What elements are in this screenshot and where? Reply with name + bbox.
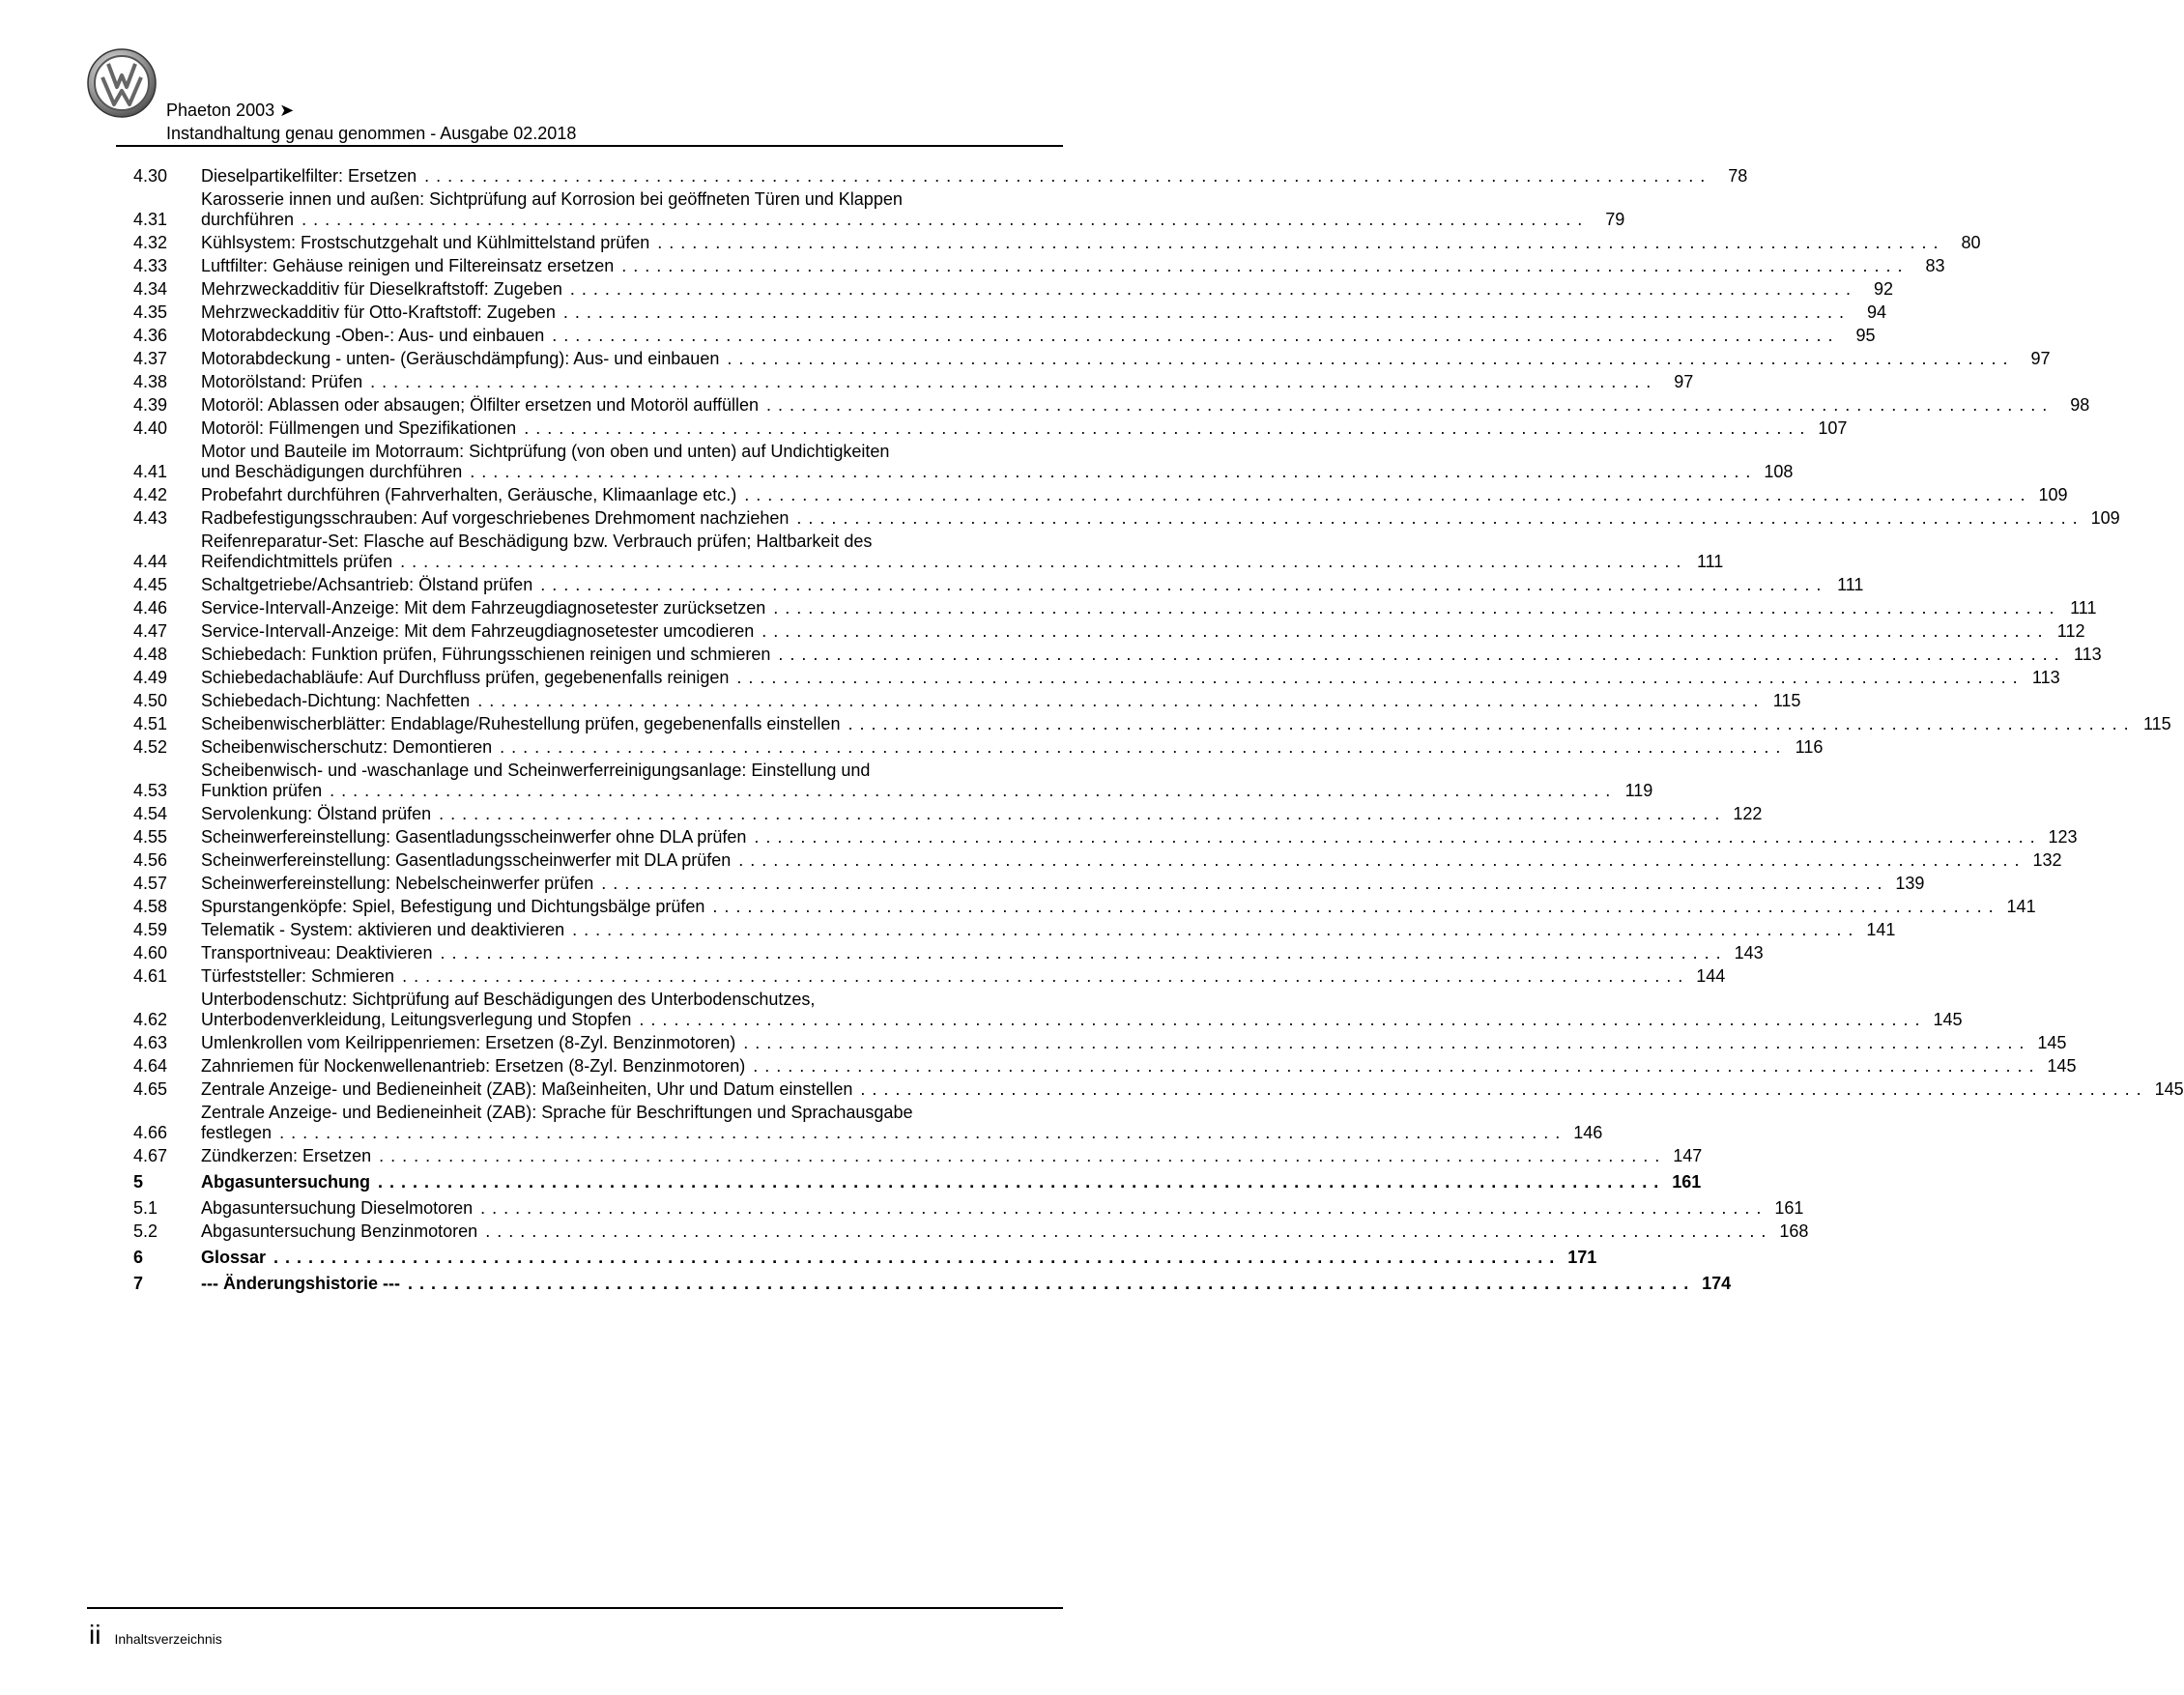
model-title: Phaeton 2003 ➤ — [166, 101, 295, 120]
toc-entry-title: Zahnriemen für Nockenwellenantrieb: Ersetzen (8-Zyl. Benzinmotoren) — [201, 1056, 746, 1076]
toc-entry[interactable] — [133, 166, 1748, 187]
dot-leader — [440, 943, 1720, 963]
toc-entry-number: 5 — [133, 1172, 144, 1192]
toc-entry-page: 161 — [1672, 1172, 1702, 1192]
toc-entry-number: 5.2 — [133, 1221, 158, 1241]
toc-entry-title: festlegen — [201, 1123, 273, 1142]
toc-entry-page: 145 — [2037, 1033, 2067, 1052]
toc-entry-title: Karosserie innen und außen: Sichtprüfung auf Korrosion bei geöffneten Türen und Klappen — [201, 189, 903, 209]
toc-entry[interactable] — [133, 668, 2060, 688]
dot-leader — [766, 395, 2047, 416]
toc-entry-page: 119 — [1624, 781, 1653, 800]
dot-leader — [657, 233, 1938, 253]
toc-entry[interactable] — [133, 372, 1694, 392]
toc-entry-number: 4.45 — [133, 575, 168, 594]
toc-entry-number: 4.44 — [133, 552, 168, 571]
dot-leader — [601, 874, 1882, 894]
toc-entry-page: 98 — [2070, 395, 2090, 415]
toc-entry-number: 4.42 — [133, 485, 168, 504]
toc-entry[interactable] — [133, 1248, 1597, 1268]
toc-entry[interactable] — [133, 761, 1653, 801]
toc-entry-number: 4.41 — [133, 462, 168, 481]
toc-entry-number: 4.31 — [133, 210, 168, 229]
toc-entry[interactable] — [133, 621, 2085, 642]
dot-leader — [273, 1248, 1554, 1268]
toc-entry-number: 4.48 — [133, 645, 168, 664]
toc-entry-title: Türfeststeller: Schmieren — [201, 966, 395, 986]
toc-entry-title: Transportniveau: Deaktivieren — [201, 943, 433, 962]
toc-entry[interactable] — [133, 966, 1726, 987]
toc-entry-title: Umlenkrollen vom Keilrippenriemen: Ersetzen (8-Zyl. Benzinmotoren) — [201, 1033, 736, 1052]
toc-entry-number: 4.30 — [133, 166, 168, 186]
toc-entry-number: 4.38 — [133, 372, 168, 391]
dot-leader — [773, 598, 2054, 618]
toc-entry-page: 78 — [1728, 166, 1748, 186]
toc-entry-title: Telematik - System: aktivieren und deaktivieren — [201, 920, 565, 939]
dot-leader — [860, 1079, 2141, 1100]
section-label: Inhaltsverzeichnis — [114, 1631, 222, 1647]
toc-entry-title: Motoröl: Ablassen oder absaugen; Ölfilter ersetzen und Motoröl auffüllen — [201, 395, 760, 415]
toc-entry[interactable] — [133, 326, 1876, 346]
toc-entry-title: Kühlsystem: Frostschutzgehalt und Kühlmittelstand prüfen — [201, 233, 650, 252]
toc-entry[interactable] — [133, 485, 2068, 505]
toc-entry-title: Reifenreparatur-Set: Flasche auf Beschädigung bzw. Verbrauch prüfen; Haltbarkeit des — [201, 531, 873, 551]
toc-entry[interactable] — [133, 1056, 2077, 1077]
toc-entry-number: 4.51 — [133, 714, 168, 733]
dot-leader — [378, 1172, 1658, 1192]
dot-leader — [370, 372, 1651, 392]
toc-entry-page: 122 — [1733, 804, 1763, 823]
toc-entry-title: Spurstangenköpfe: Spiel, Befestigung und Dichtungsbälge prüfen — [201, 897, 705, 916]
toc-entry-title: Motorabdeckung -Oben-: Aus- und einbauen — [201, 326, 545, 345]
toc-entry-number: 4.59 — [133, 920, 168, 939]
dot-leader — [402, 966, 1682, 987]
toc-entry-page: 92 — [1874, 279, 1894, 299]
toc-entry[interactable] — [133, 691, 1801, 711]
toc-entry-page: 168 — [1779, 1221, 1809, 1241]
toc-entry-number: 4.64 — [133, 1056, 168, 1076]
toc-entry[interactable] — [133, 189, 1625, 230]
toc-entry-number: 4.60 — [133, 943, 168, 962]
dot-leader — [500, 737, 1780, 758]
toc-entry-title: durchführen — [201, 210, 295, 229]
toc-entry[interactable] — [133, 804, 1763, 824]
toc-entry-number: 4.34 — [133, 279, 168, 299]
toc-entry-title: Motorölstand: Prüfen — [201, 372, 363, 391]
toc-entry-number: 7 — [133, 1274, 144, 1293]
toc-entry-title: Servolenkung: Ölstand prüfen — [201, 804, 432, 823]
toc-entry-page: 144 — [1696, 966, 1726, 986]
dot-leader — [485, 1221, 1766, 1242]
toc-entry-title: Motorabdeckung - unten- (Geräuschdämpfung): Aus- und einbauen — [201, 349, 720, 368]
toc-entry-page: 113 — [2031, 668, 2060, 687]
header-text — [166, 99, 576, 145]
toc-entry[interactable] — [133, 575, 1864, 595]
toc-entry-page: 95 — [1855, 326, 1876, 345]
toc-entry[interactable] — [133, 598, 2097, 618]
toc-entry-page: 111 — [1696, 552, 1724, 571]
toc-entry-title: Probefahrt durchführen (Fahrverhalten, Geräusche, Klimaanlage etc.) — [201, 485, 737, 504]
toc-entry-number: 4.39 — [133, 395, 168, 415]
dot-leader — [570, 279, 1851, 300]
dot-leader — [712, 897, 1993, 917]
toc-entry-page: 116 — [1795, 737, 1824, 757]
dot-leader — [736, 668, 2017, 688]
dot-leader — [439, 804, 1719, 824]
toc-entry-title: Service-Intervall-Anzeige: Mit dem Fahrzeugdiagnosetester umcodieren — [201, 621, 755, 641]
footer-divider — [87, 1607, 1063, 1609]
toc-entry[interactable] — [133, 1221, 1809, 1242]
toc-entry-number: 4.35 — [133, 302, 168, 322]
dot-leader — [552, 326, 1832, 346]
toc-entry-title: Scheinwerfereinstellung: Gasentladungsscheinwerfer ohne DLA prüfen — [201, 827, 747, 847]
toc-entry[interactable] — [133, 1146, 1703, 1166]
dot-leader — [754, 827, 2034, 848]
toc-entry-number: 4.50 — [133, 691, 168, 710]
toc-entry-title: Unterbodenverkleidung, Leitungsverlegung und Stopfen — [201, 1010, 632, 1029]
toc-entry-page: 147 — [1673, 1146, 1703, 1165]
toc-entry-title: Schiebedach-Dichtung: Nachfetten — [201, 691, 471, 710]
toc-entry-title: Luftfilter: Gehäuse reinigen und Filtereinsatz ersetzen — [201, 256, 615, 275]
toc-entry[interactable] — [133, 233, 1981, 253]
toc-entry-number: 4.47 — [133, 621, 168, 641]
dot-leader — [470, 462, 1750, 482]
dot-leader — [796, 508, 2077, 529]
toc-entry[interactable] — [133, 1274, 1732, 1294]
toc-entry[interactable] — [133, 645, 2102, 665]
toc-entry-title: Motor und Bauteile im Motorraum: Sichtprüfung (von oben und unten) auf Undichtigkeiten — [201, 442, 890, 461]
toc-entry-title: Radbefestigungsschrauben: Auf vorgeschriebenes Drehmoment nachziehen — [201, 508, 790, 528]
toc-entry-title: Mehrzweckadditiv für Otto-Kraftstoff: Zugeben — [201, 302, 556, 322]
toc-entry-page: 79 — [1605, 210, 1625, 229]
toc-entry-number: 4.56 — [133, 850, 168, 870]
toc-entry[interactable] — [133, 897, 2036, 917]
dot-leader — [563, 302, 1844, 323]
dot-leader — [572, 920, 1853, 940]
toc-entry[interactable] — [133, 418, 1848, 439]
toc-entry-page: 141 — [2006, 897, 2036, 916]
toc-entry-number: 4.32 — [133, 233, 168, 252]
toc-entry-page: 145 — [1933, 1010, 1963, 1029]
toc-entry[interactable] — [133, 943, 1764, 963]
toc-entry-page: 123 — [2048, 827, 2078, 847]
toc-entry[interactable] — [133, 1198, 1804, 1219]
dot-leader — [540, 575, 1821, 595]
toc-entry-page: 161 — [1774, 1198, 1804, 1218]
toc-entry-number: 4.40 — [133, 418, 168, 438]
toc-entry-page: 146 — [1573, 1123, 1603, 1142]
toc-entry-page: 108 — [1764, 462, 1794, 481]
toc-entry-number: 4.55 — [133, 827, 168, 847]
toc-entry[interactable] — [133, 302, 1887, 323]
toc-entry-page: 132 — [2032, 850, 2062, 870]
toc-entry[interactable] — [133, 349, 2051, 369]
toc-entry-page: 112 — [2056, 621, 2085, 641]
toc-entry-page: 115 — [1772, 691, 1801, 710]
vw-logo-icon — [87, 48, 157, 118]
toc-entry-title: Schiebedach: Funktion prüfen, Führungsschienen reinigen und schmieren — [201, 645, 771, 664]
toc-entry[interactable] — [133, 1079, 2184, 1100]
toc-entry-number: 4.46 — [133, 598, 168, 618]
dot-leader — [778, 645, 2058, 665]
toc-entry[interactable] — [133, 874, 1925, 894]
toc-entry-title: Dieselpartikelfilter: Ersetzen — [201, 166, 417, 186]
table-of-contents — [133, 166, 2184, 1300]
dot-leader — [744, 485, 2025, 505]
toc-entry-page: 80 — [1961, 233, 1981, 252]
toc-entry-title: Abgasuntersuchung Dieselmotoren — [201, 1198, 474, 1218]
toc-entry[interactable] — [133, 531, 1724, 572]
toc-entry-number: 4.67 — [133, 1146, 168, 1165]
dot-leader — [480, 1198, 1761, 1219]
dot-leader — [477, 691, 1758, 711]
toc-entry[interactable] — [133, 1103, 1603, 1143]
toc-entry-page: 111 — [1837, 575, 1864, 594]
dot-leader — [753, 1056, 2033, 1077]
toc-entry-number: 4.65 — [133, 1079, 168, 1099]
toc-entry-number: 4.63 — [133, 1033, 168, 1052]
toc-entry-title: Motoröl: Füllmengen und Spezifikationen — [201, 418, 517, 438]
toc-entry-number: 4.66 — [133, 1123, 168, 1142]
dot-leader — [279, 1123, 1560, 1143]
toc-entry-page: 115 — [2142, 714, 2171, 733]
dot-leader — [524, 418, 1804, 439]
toc-entry[interactable] — [133, 990, 1963, 1030]
toc-entry-title: Schiebedachabläufe: Auf Durchfluss prüfen, gegebenenfalls reinigen — [201, 668, 730, 687]
toc-entry-page: 145 — [2154, 1079, 2184, 1099]
toc-entry-number: 4.37 — [133, 349, 168, 368]
toc-entry-page: 171 — [1567, 1248, 1597, 1267]
toc-entry-page: 143 — [1734, 943, 1764, 962]
toc-entry[interactable] — [133, 920, 1896, 940]
toc-entry-number: 4.53 — [133, 781, 168, 800]
toc-entry-number: 4.61 — [133, 966, 168, 986]
toc-entry-title: Unterbodenschutz: Sichtprüfung auf Beschädigungen des Unterbodenschutzes, — [201, 990, 816, 1009]
toc-entry-number: 4.62 — [133, 1010, 168, 1029]
toc-entry-title: Funktion prüfen — [201, 781, 323, 800]
toc-entry-title: Schaltgetriebe/Achsantrieb: Ölstand prüfen — [201, 575, 533, 594]
toc-entry-number: 4.43 — [133, 508, 168, 528]
toc-entry-title: Zündkerzen: Ersetzen — [201, 1146, 372, 1165]
toc-entry[interactable] — [133, 1172, 1702, 1192]
toc-entry-title: Abgasuntersuchung — [201, 1172, 371, 1192]
toc-entry-number: 4.49 — [133, 668, 168, 687]
toc-entry-page: 111 — [2070, 598, 2097, 618]
toc-entry[interactable] — [133, 827, 2078, 848]
toc-entry-title: Glossar — [201, 1248, 267, 1267]
dot-leader — [302, 210, 1582, 230]
toc-entry-page: 83 — [1925, 256, 1945, 275]
dot-leader — [379, 1146, 1659, 1166]
toc-entry[interactable] — [133, 395, 2090, 416]
dot-leader — [738, 850, 2019, 871]
dot-leader — [330, 781, 1610, 801]
toc-entry-title: --- Änderungshistorie --- — [201, 1274, 400, 1293]
edition-subtitle: Instandhaltung genau genommen - Ausgabe 02.2018 — [166, 124, 577, 143]
toc-entry[interactable] — [133, 737, 1824, 758]
toc-entry-title: Abgasuntersuchung Benzinmotoren — [201, 1221, 478, 1241]
dot-leader — [762, 621, 2042, 642]
dot-leader — [639, 1010, 1919, 1030]
toc-entry-title: Scheibenwischerschutz: Demontieren — [201, 737, 493, 757]
dot-leader — [848, 714, 2128, 734]
toc-entry[interactable] — [133, 442, 1794, 482]
toc-entry-page: 97 — [2030, 349, 2051, 368]
toc-entry[interactable] — [133, 714, 2171, 734]
toc-entry-page: 94 — [1867, 302, 1887, 322]
toc-entry-title: Scheinwerfereinstellung: Gasentladungsscheinwerfer mit DLA prüfen — [201, 850, 732, 870]
toc-entry-page: 141 — [1866, 920, 1896, 939]
toc-entry-number: 4.33 — [133, 256, 168, 275]
toc-entry-title: Scheibenwischerblätter: Endablage/Ruhestellung prüfen, gegebenenfalls einstellen — [201, 714, 841, 733]
toc-entry-title: Mehrzweckadditiv für Dieselkraftstoff: Zugeben — [201, 279, 562, 299]
toc-entry[interactable] — [133, 508, 2120, 529]
toc-entry-title: Scheinwerfereinstellung: Nebelscheinwerfer prüfen — [201, 874, 594, 893]
toc-entry-number: 4.58 — [133, 897, 168, 916]
toc-entry[interactable] — [133, 850, 2062, 871]
toc-entry-number: 4.54 — [133, 804, 168, 823]
dot-leader — [400, 552, 1681, 572]
toc-entry-page: 145 — [2047, 1056, 2077, 1076]
dot-leader — [408, 1274, 1688, 1294]
page-header — [87, 48, 1053, 145]
toc-entry-number: 4.57 — [133, 874, 168, 893]
header-divider — [116, 145, 1063, 147]
toc-entry-title: Service-Intervall-Anzeige: Mit dem Fahrzeugdiagnosetester zurücksetzen — [201, 598, 766, 618]
dot-leader — [621, 256, 1902, 276]
toc-entry-title: Scheibenwisch- und -waschanlage und Scheinwerferreinigungsanlage: Einstellung und — [201, 761, 871, 780]
dot-leader — [727, 349, 2007, 369]
toc-entry[interactable] — [133, 256, 1945, 276]
toc-entry[interactable] — [133, 279, 1894, 300]
toc-entry-page: 107 — [1818, 418, 1848, 438]
toc-entry[interactable] — [133, 1033, 2067, 1053]
toc-entry-page: 97 — [1674, 372, 1694, 391]
toc-entry-page: 139 — [1895, 874, 1925, 893]
toc-entry-title: und Beschädigungen durchführen — [201, 462, 463, 481]
toc-entry-title: Zentrale Anzeige- und Bedieneinheit (ZAB): Maßeinheiten, Uhr und Datum einstellen — [201, 1079, 853, 1099]
dot-leader — [743, 1033, 2024, 1053]
toc-entry-page: 109 — [2090, 508, 2120, 528]
toc-entry-page: 174 — [1702, 1274, 1732, 1293]
toc-entry-page: 113 — [2073, 645, 2102, 664]
toc-entry-number: 5.1 — [133, 1198, 158, 1218]
toc-entry-page: 109 — [2038, 485, 2068, 504]
page-footer — [89, 1620, 222, 1651]
toc-entry-number: 4.36 — [133, 326, 168, 345]
toc-entry-number: 6 — [133, 1248, 144, 1267]
toc-entry-number: 4.52 — [133, 737, 168, 757]
toc-entry-title: Zentrale Anzeige- und Bedieneinheit (ZAB): Sprache für Beschriftungen und Sprachausgabe — [201, 1103, 913, 1122]
toc-entry-title: Reifendichtmittels prüfen — [201, 552, 393, 571]
page-number: ii — [89, 1620, 101, 1650]
dot-leader — [424, 166, 1705, 187]
